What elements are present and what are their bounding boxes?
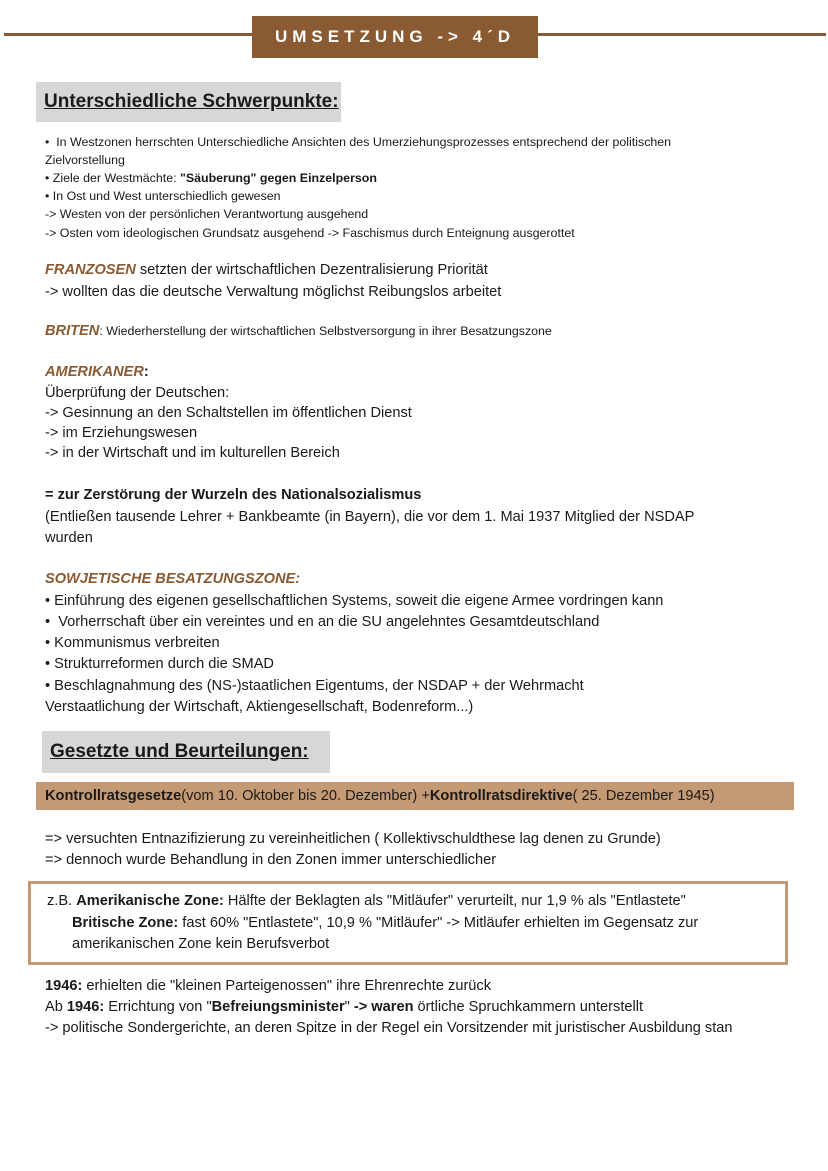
header-rule-left [4, 33, 252, 36]
line-1946: 1946: erhielten die "kleinen Parteigenossen" ihre Ehrenrechte zurück [45, 978, 492, 994]
amerikaner-conclusion: = zur Zerstörung der Wurzeln des Nationalsozialismus [45, 487, 422, 503]
amerikaner-note-2: wurden [45, 530, 93, 546]
amerikaner-line-1: Überprüfung der Deutschen: [45, 385, 230, 401]
section-heading-gesetze: Gesetzte und Beurteilungen: [42, 731, 330, 773]
example-box [28, 881, 788, 965]
amerikaner-note-1: (Entließen tausende Lehrer + Bankbeamte (in Bayern), die vor dem 1. Mai 1937 Mitglied der NSDAP [45, 509, 695, 525]
sowjet-label: SOWJETISCHE BESATZUNGSZONE: [45, 571, 301, 587]
intro-line-5: -> Westen von der persönlichen Verantwortung ausgehend [45, 207, 369, 221]
franzosen-line-2: -> wollten das die deutsche Verwaltung möglichst Reibungslos arbeitet [45, 284, 502, 300]
sowjet-bullet-3: • Kommunismus verbreiten [45, 635, 220, 651]
intro-line-1: • In Westzonen herrschten Unterschiedliche Ansichten des Umerziehungsprozesses entsprechend der politischen [45, 135, 672, 149]
intro-line-4: • In Ost und West unterschiedlich gewesen [45, 189, 281, 203]
briten-line: BRITEN: Wiederherstellung der wirtschaftlichen Selbstversorgung in ihrer Besatzungszone [45, 323, 552, 339]
amerikaner-line-2: -> Gesinnung an den Schaltstellen im öffentlichen Dienst [45, 405, 412, 421]
intro-line-6: -> Osten vom ideologischen Grundsatz ausgehend -> Faschismus durch Enteignung ausgerottet [45, 226, 575, 240]
intro-line-3: • Ziele der Westmächte: "Säuberung" gegen Einzelperson [45, 171, 377, 185]
section-heading-schwerpunkte: Unterschiedliche Schwerpunkte: [36, 82, 341, 122]
consequence-line-1: => versuchten Entnazifizierung zu vereinheitlichen ( Kollektivschuldthese lag denen zu Grunde) [45, 831, 661, 847]
example-line-3: amerikanischen Zone kein Berufsverbot [72, 936, 330, 952]
sowjet-bullet-5: • Beschlagnahmung des (NS-)staatlichen Eigentums, der NSDAP + der Wehrmacht [45, 678, 584, 694]
sowjet-bullet-1: • Einführung des eigenen gesellschaftlichen Systems, soweit die eigene Armee vordringen kann [45, 593, 664, 609]
line-ab-1946: Ab 1946: Errichtung von "Befreiungsminister" -> waren örtliche Spruchkammern unterstellt [45, 999, 644, 1015]
amerikaner-label: AMERIKANER: [45, 364, 149, 380]
amerikaner-line-3: -> im Erziehungswesen [45, 425, 198, 441]
sowjet-last-line: Verstaatlichung der Wirtschaft, Aktiengesellschaft, Bodenreform...) [45, 699, 474, 715]
law-bar: Kontrollratsgesetze (vom 10. Oktober bis 20. Dezember) + Kontrollratsdirektive ( 25. Dezember 1945) [36, 782, 794, 810]
example-line-2: Britische Zone: fast 60% "Entlastete", 10,9 % "Mitläufer" -> Mitläufer erhielten im Gegensatz zur [72, 915, 699, 931]
franzosen-line-1: FRANZOSEN setzten der wirtschaftlichen Dezentralisierung Priorität [45, 262, 488, 278]
consequence-line-2: => dennoch wurde Behandlung in den Zonen immer unterschiedlicher [45, 852, 497, 868]
intro-line-2: Zielvorstellung [45, 153, 125, 167]
sowjet-bullet-4: • Strukturreformen durch die SMAD [45, 656, 274, 672]
amerikaner-line-4: -> in der Wirtschaft und im kulturellen Bereich [45, 445, 340, 461]
header-rule-right [538, 33, 826, 36]
page-title: UMSETZUNG -> 4´D [252, 16, 538, 58]
sowjet-bullet-2: • Vorherrschaft über ein vereintes und en an die SU angelehntes Gesamtdeutschland [45, 614, 600, 630]
example-line-1: z.B. Amerikanische Zone: Hälfte der Beklagten als "Mitläufer" verurteilt, nur 1,9 % als "Entlastete" [47, 893, 686, 909]
last-line: -> politische Sondergerichte, an deren Spitze in der Regel ein Vorsitzender mit juristischer Ausbildung stan [45, 1020, 733, 1036]
